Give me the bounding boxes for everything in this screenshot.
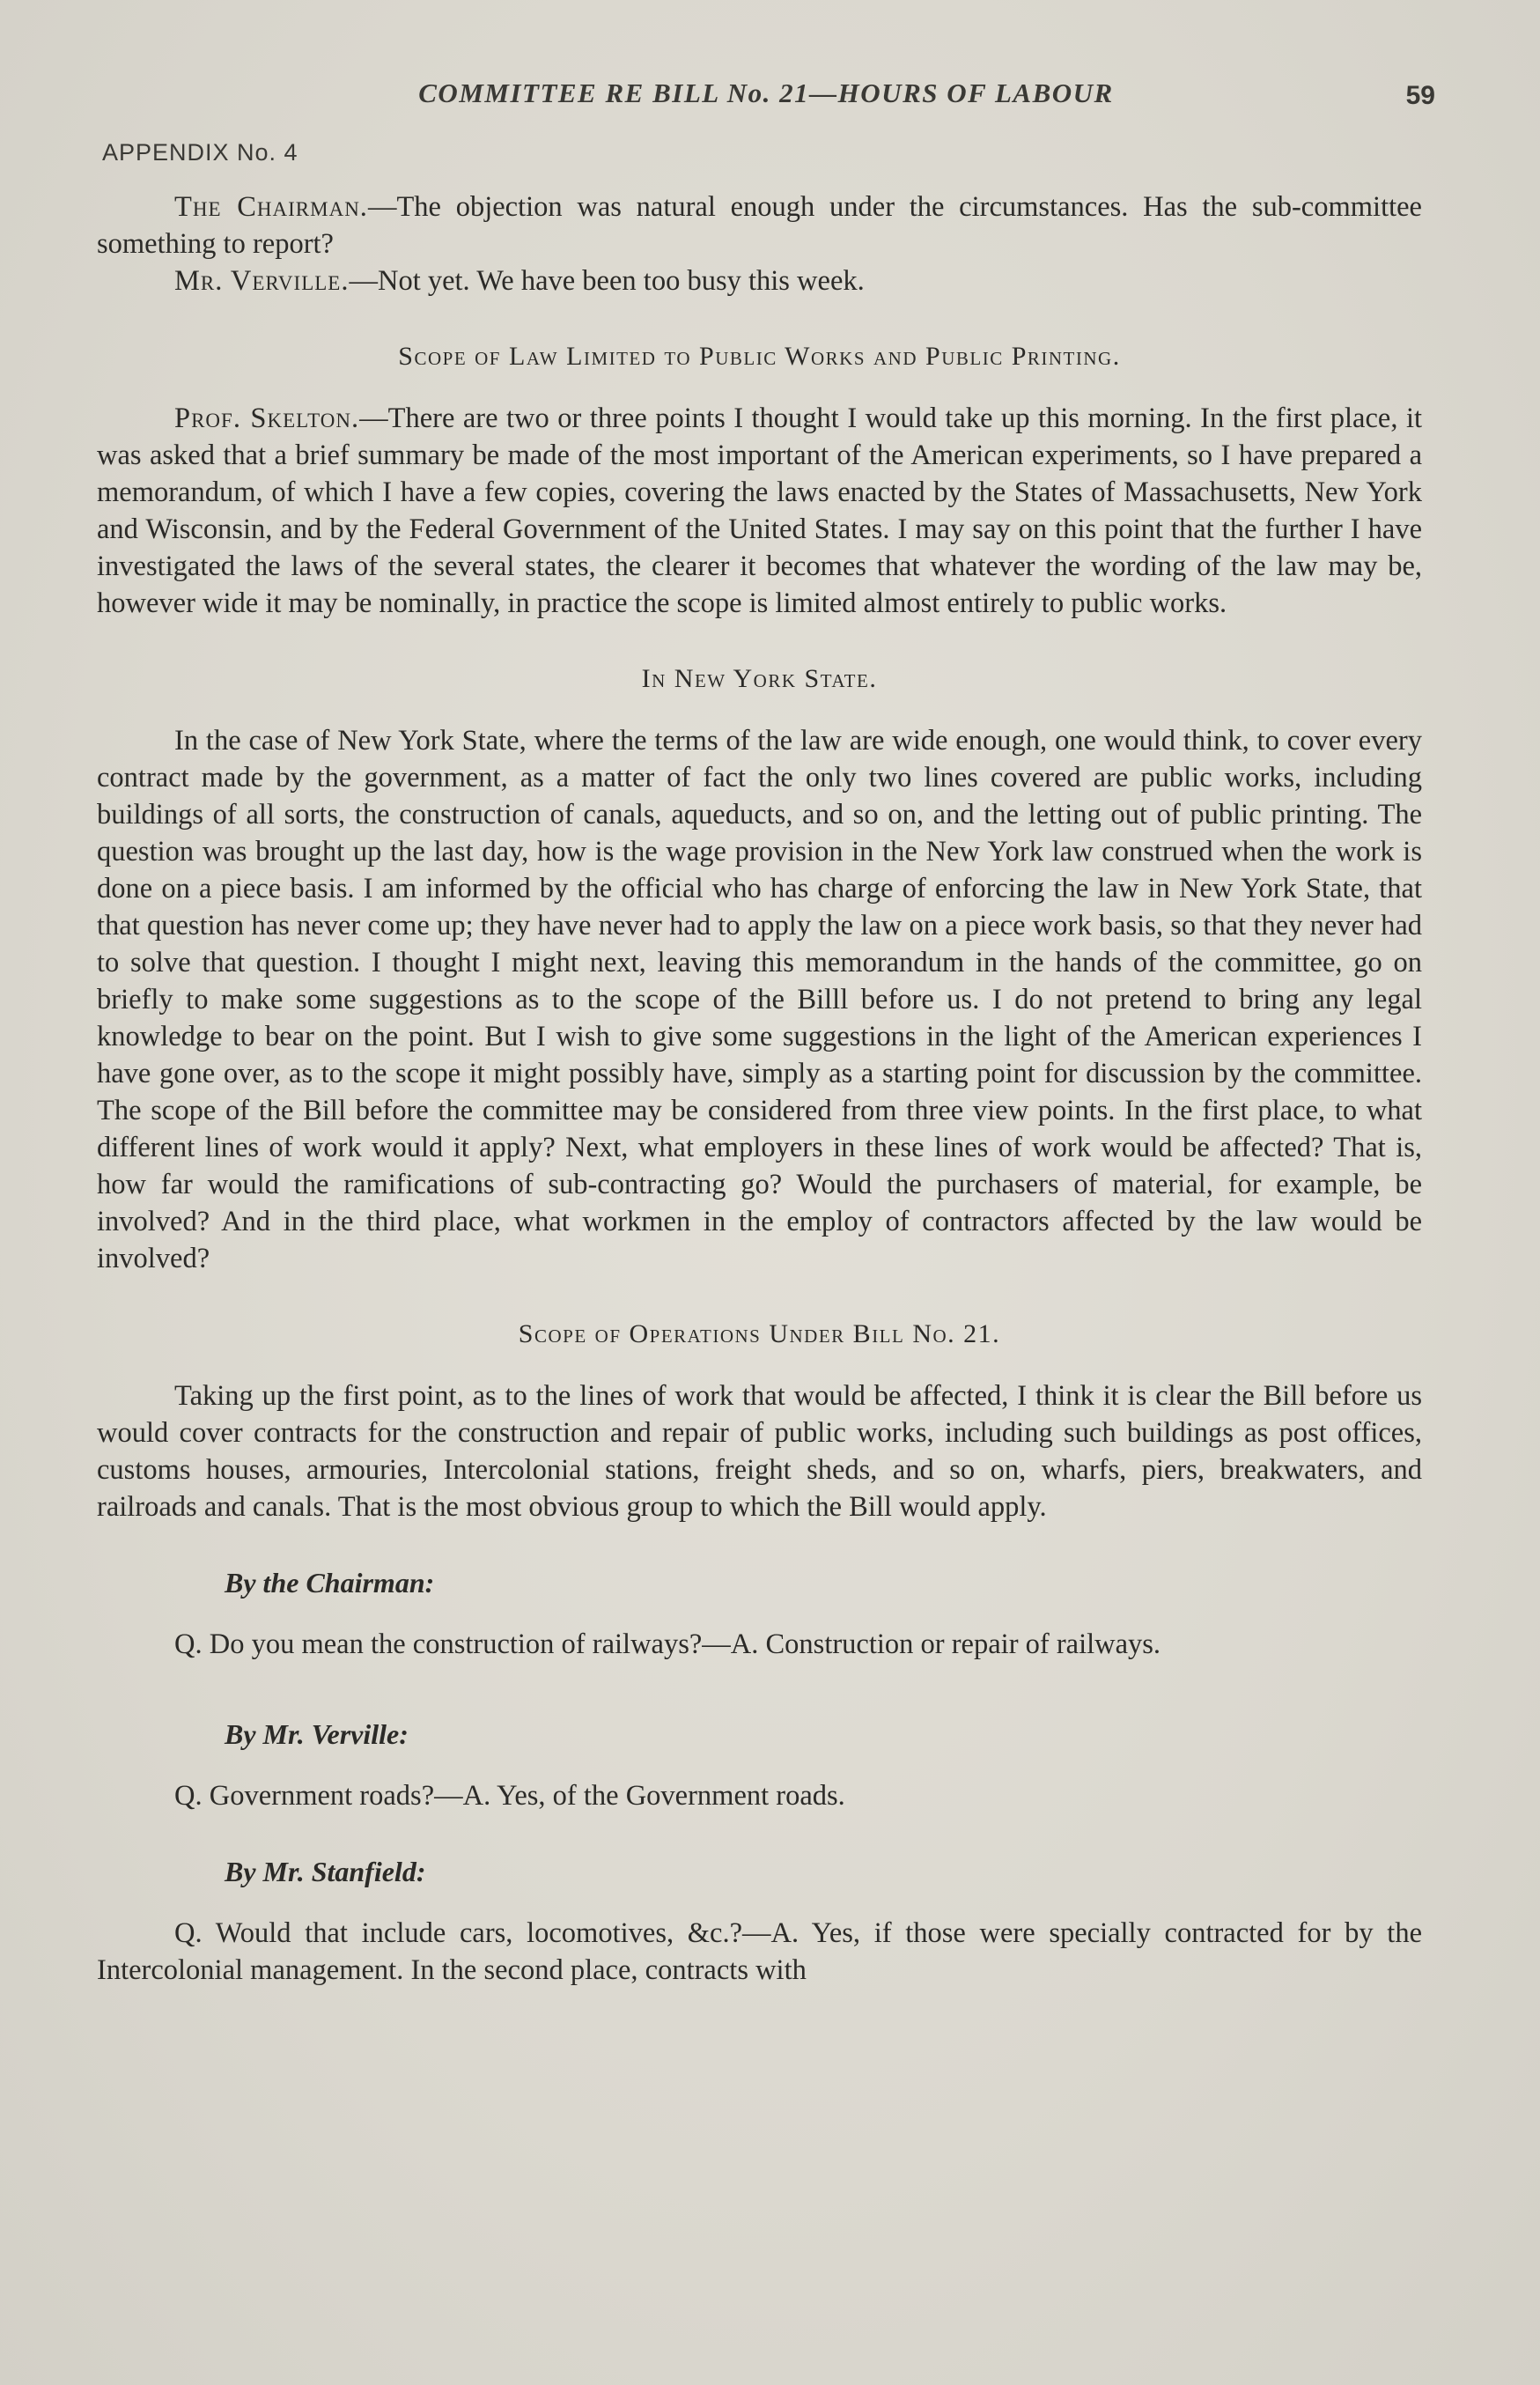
section-heading: Scope of Operations Under Bill No. 21. bbox=[518, 1319, 1001, 1348]
question-answer: Q. Government roads?—A. Yes, of the Government roads. bbox=[174, 1780, 845, 1812]
paragraph-text: —There are two or three points I thought I would take up this morning. In the first place, it was asked that a brief summary be made of the most important of the American experiments, so I have prepared a memorandum, of which I have a few copies, covering the laws enacted by the States of Massachusetts, New York and Wisconsin, and by the Federal Government of the United States. I may say on this point that the further I have investigated the laws of the several states, the clearer it becomes that whatever the wording of the law may be, however wide it may be nominally, in practice the scope is limited almost entirely to public works. bbox=[97, 402, 1422, 619]
running-title: COMMITTEE RE BILL No. 21—HOURS OF LABOUR bbox=[418, 78, 1114, 108]
paragraph bbox=[97, 262, 1422, 299]
paragraph: In the case of New York State, where the terms of the law are wide enough, one would think, to cover every contract made by the government, as a matter of fact the only two lines covered are public works, including buildings of all sorts, the construction of canals, aqueducts, and so on, and the letting out of public printing. The question was brought up the last day, how is the wage provision in the New York law construed when the work is done on a piece basis. I am informed by the official who has charge of enforcing the law in New York State, that that question has never come up; they have never had to apply the law on a piece work basis, so that they never had to solve that question. I thought I might next, leaving this memorandum in the hands of the committee, go on briefly to make some suggestions as to the scope of the Billl before us. I do not pretend to bring any legal knowledge to bear on the point. But I wish to give some suggestions in the light of the American experiences I have gone over, as to the scope it might possibly have, simply as a starting point for discussion by the committee. The scope of the Bill before the committee may be considered from three view points. In the first place, to what different lines of work would it apply? Next, what employers in these lines of work would be affected? That is, how far would the ramifications of sub-contracting go? Would the purchasers of material, for example, be involved? And in the third place, what workmen in the employ of contractors affected by the law would be involved? bbox=[97, 725, 1422, 1274]
appendix-label: APPENDIX No. 4 bbox=[102, 139, 298, 166]
paragraph-text: —The objection was natural enough under the circumstances. Has the sub-committee something to report? bbox=[97, 191, 1422, 260]
body-text bbox=[97, 188, 1422, 1989]
paragraph: Taking up the first point, as to the lines of work that would be affected, I think it is clear the Bill before us would cover contracts for the construction and repair of public works, including such buildings as post offices, customs houses, armouries, Intercolonial stations, freight sheds, and so on, wharfs, piers, breakwaters, and railroads and canals. That is the most obvious group to which the Bill would apply. bbox=[97, 1380, 1422, 1523]
paragraph bbox=[97, 400, 1422, 622]
section-heading: Scope of Law Limited to Public Works and Public Printing. bbox=[398, 342, 1121, 371]
question-answer: Q. Would that include cars, locomotives, &c.?—A. Yes, if those were specially contracted for by the Intercolonial management. In the second place, contracts with bbox=[97, 1917, 1422, 1986]
paragraph bbox=[97, 188, 1422, 262]
speaker-name: Mr. Verville. bbox=[174, 265, 350, 297]
speaker-name: The Chairman. bbox=[174, 191, 368, 223]
question-answer: Q. Do you mean the construction of railways?—A. Construction or repair of railways. bbox=[174, 1628, 1161, 1660]
running-header bbox=[97, 78, 1435, 116]
speaker-name: Prof. Skelton. bbox=[174, 402, 360, 434]
examiner-label: By Mr. Stanfield: bbox=[225, 1856, 426, 1887]
page-number: 59 bbox=[1405, 81, 1435, 110]
section-heading: In New York State. bbox=[641, 664, 878, 693]
examiner-label: By Mr. Verville: bbox=[225, 1718, 409, 1750]
examiner-label: By the Chairman: bbox=[225, 1567, 435, 1599]
paragraph-text: —Not yet. We have been too busy this week. bbox=[349, 265, 865, 297]
